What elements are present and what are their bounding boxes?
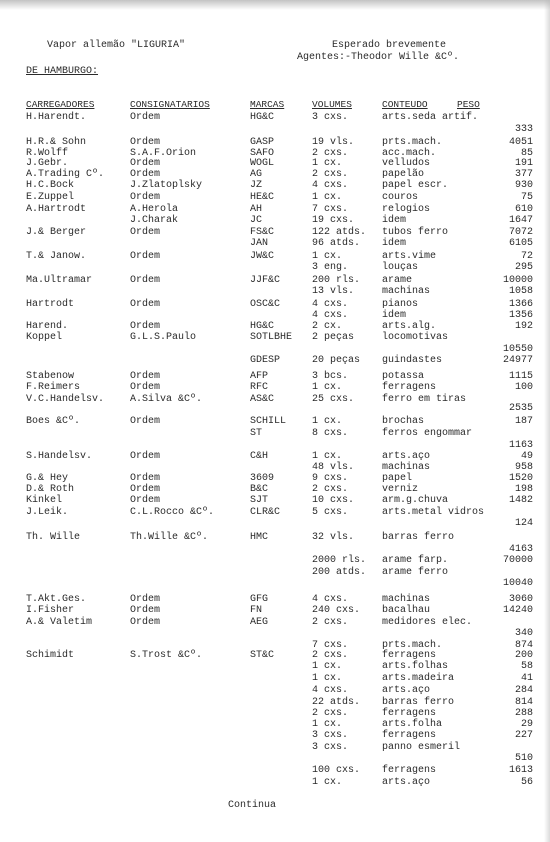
- cell-peso: 510: [514, 753, 533, 764]
- cell-volumes: 2 cxs.: [312, 484, 349, 495]
- column-header-carregadores: CARREGADORES: [26, 99, 95, 110]
- cell-consignatario: Ordem: [130, 371, 161, 382]
- cell-carregador: A.& Valetim: [26, 617, 93, 628]
- cell-marca: SOTLBHE: [250, 332, 293, 343]
- cell-marca: JW&C: [250, 251, 275, 262]
- cell-volumes: 20 peças: [312, 355, 361, 366]
- cell-volumes: 122 atds.: [312, 227, 367, 238]
- agents-note: Agentes:-Theodor Wille &Cº.: [297, 52, 460, 63]
- cell-carregador: J.Gebr.: [26, 158, 69, 169]
- cell-conteudo: barras ferro: [382, 532, 455, 543]
- cell-consignatario: Ordem: [130, 137, 161, 148]
- cell-marca: C&H: [250, 451, 269, 462]
- cell-conteudo: ferragens: [382, 382, 437, 393]
- cell-conteudo: arts.seda artif.: [382, 112, 479, 123]
- cell-carregador: D.& Roth: [26, 484, 75, 495]
- cell-consignatario: Ordem: [130, 251, 161, 262]
- cell-conteudo: relogios: [382, 204, 431, 215]
- cell-conteudo: arame farp.: [382, 555, 449, 566]
- cell-peso: 288: [514, 708, 533, 719]
- port-heading: DE HAMBURGO:: [26, 66, 99, 77]
- cell-peso: 49: [520, 451, 533, 462]
- cell-volumes: 240 cxs.: [312, 605, 361, 616]
- cell-peso: 295: [514, 262, 533, 273]
- cell-consignatario: Ordem: [130, 451, 161, 462]
- cell-conteudo: ferragens: [382, 730, 437, 741]
- cell-marca: SCHILL: [250, 416, 287, 427]
- cell-conteudo: guindastes: [382, 355, 443, 366]
- cell-consignatario: S.A.F.Orion: [130, 148, 197, 159]
- cell-peso: 70000: [502, 555, 533, 566]
- cell-consignatario: C.L.Rocco &Cº.: [130, 507, 215, 518]
- cell-volumes: 1 cx.: [312, 673, 343, 684]
- cell-carregador: R.Wolff: [26, 148, 69, 159]
- cell-marca: GFG: [250, 594, 269, 605]
- cell-conteudo: idem: [382, 310, 407, 321]
- cell-carregador: I.Fisher: [26, 605, 75, 616]
- cell-volumes: 2 cxs.: [312, 617, 349, 628]
- cell-peso: 10040: [502, 578, 533, 589]
- cell-marca: AFP: [250, 371, 269, 382]
- cell-marca: AEG: [250, 617, 269, 628]
- cell-volumes: 1 cx.: [312, 192, 343, 203]
- cell-conteudo: arts.vime: [382, 251, 437, 262]
- cell-marca: AG: [250, 169, 263, 180]
- cell-conteudo: papelão: [382, 169, 425, 180]
- cell-volumes: 4 cxs.: [312, 299, 349, 310]
- cell-conteudo: medidores elec.: [382, 617, 473, 628]
- cell-marca: WOGL: [250, 158, 275, 169]
- cell-peso: 958: [514, 462, 533, 473]
- cell-volumes: 200 rls.: [312, 275, 361, 286]
- cell-peso: 377: [514, 169, 533, 180]
- cell-volumes: 3 cxs.: [312, 730, 349, 741]
- cell-peso: 7072: [508, 227, 533, 238]
- cell-volumes: 1 cx.: [312, 251, 343, 262]
- cell-carregador: Harend.: [26, 321, 69, 332]
- cell-carregador: H.Harendt.: [26, 112, 87, 123]
- cell-carregador: J.Leik.: [26, 507, 69, 518]
- cell-conteudo: arts.alg.: [382, 321, 437, 332]
- cell-volumes: 1 cx.: [312, 158, 343, 169]
- cell-peso: 3060: [508, 594, 533, 605]
- cell-conteudo: velludos: [382, 158, 431, 169]
- cell-volumes: 13 vls.: [312, 286, 355, 297]
- cell-volumes: 100 cxs.: [312, 765, 361, 776]
- cell-carregador: H.R.& Sohn: [26, 137, 87, 148]
- column-header-peso: PESO: [457, 99, 480, 110]
- cell-peso: 1366: [508, 299, 533, 310]
- cell-consignatario: Ordem: [130, 321, 161, 332]
- cell-peso: 41: [520, 673, 533, 684]
- cell-marca: GASP: [250, 137, 275, 148]
- cell-consignatario: Th.Wille &Cº.: [130, 532, 209, 543]
- cell-volumes: 8 cxs.: [312, 428, 349, 439]
- cell-conteudo: arts.metal vidros: [382, 507, 485, 518]
- cell-volumes: 22 atds.: [312, 697, 361, 708]
- cell-conteudo: brochas: [382, 416, 425, 427]
- cell-conteudo: papel escr.: [382, 180, 449, 191]
- cell-peso: 1482: [508, 495, 533, 506]
- cell-volumes: 2 cxs.: [312, 169, 349, 180]
- cell-peso: 1058: [508, 286, 533, 297]
- cell-marca: SAFO: [250, 148, 275, 159]
- cell-volumes: 96 atds.: [312, 238, 361, 249]
- cell-carregador: Stabenow: [26, 371, 75, 382]
- cell-conteudo: pianos: [382, 299, 419, 310]
- cell-peso: 187: [514, 416, 533, 427]
- cell-conteudo: locomotivas: [382, 332, 449, 343]
- expected-note: Esperado brevemente: [332, 40, 447, 51]
- cell-carregador: Ma.Ultramar: [26, 275, 93, 286]
- cell-volumes: 32 vls.: [312, 532, 355, 543]
- cell-peso: 85: [520, 148, 533, 159]
- cell-volumes: 19 vls.: [312, 137, 355, 148]
- cell-peso: 1613: [508, 765, 533, 776]
- cell-peso: 874: [514, 640, 533, 651]
- cell-consignatario: S.Trost &Cº.: [130, 650, 203, 661]
- cell-consignatario: Ordem: [130, 416, 161, 427]
- cell-marca: HMC: [250, 532, 269, 543]
- cell-marca: JC: [250, 215, 263, 226]
- cell-peso: 198: [514, 484, 533, 495]
- cell-volumes: 7 cxs.: [312, 204, 349, 215]
- cell-marca: OSC&C: [250, 299, 281, 310]
- cell-volumes: 2 peças: [312, 332, 355, 343]
- cell-peso: 124: [514, 518, 533, 529]
- cell-conteudo: louças: [382, 262, 419, 273]
- cell-consignatario: A.Herola: [130, 204, 179, 215]
- cell-volumes: 10 cxs.: [312, 495, 355, 506]
- cell-marca: JJF&C: [250, 275, 281, 286]
- cell-conteudo: idem: [382, 215, 407, 226]
- cell-conteudo: barras ferro: [382, 697, 455, 708]
- cell-consignatario: Ordem: [130, 169, 161, 180]
- cell-volumes: 48 vls.: [312, 462, 355, 473]
- scan-top-edge: [0, 0, 550, 10]
- cell-carregador: H.C.Bock: [26, 180, 75, 191]
- cell-peso: 1163: [508, 440, 533, 451]
- cell-peso: 58: [520, 661, 533, 672]
- cell-volumes: 1 cx.: [312, 661, 343, 672]
- cell-marca: CLR&C: [250, 507, 281, 518]
- cell-conteudo: machinas: [382, 462, 431, 473]
- cell-conteudo: ferro em tiras: [382, 394, 467, 405]
- cell-peso: 6105: [508, 238, 533, 249]
- cell-peso: 72: [520, 251, 533, 262]
- cell-peso: 4051: [508, 137, 533, 148]
- cell-volumes: 2000 rls.: [312, 555, 367, 566]
- cell-volumes: 2 cxs.: [312, 650, 349, 661]
- column-header-volumes: VOLUMES: [312, 99, 352, 110]
- cell-conteudo: arame ferro: [382, 567, 449, 578]
- cell-volumes: 3 bcs.: [312, 371, 349, 382]
- cell-carregador: V.C.Handelsv.: [26, 394, 105, 405]
- cell-peso: 10000: [502, 275, 533, 286]
- cell-volumes: 1 cx.: [312, 451, 343, 462]
- cell-consignatario: Ordem: [130, 192, 161, 203]
- cell-conteudo: ferragens: [382, 650, 437, 661]
- cell-consignatario: Ordem: [130, 299, 161, 310]
- cell-consignatario: Ordem: [130, 112, 161, 123]
- cell-volumes: 19 cxs.: [312, 215, 355, 226]
- cell-carregador: F.Reimers: [26, 382, 81, 393]
- cell-consignatario: Ordem: [130, 382, 161, 393]
- cell-conteudo: bacalhau: [382, 605, 431, 616]
- cell-conteudo: arts.aço: [382, 777, 431, 788]
- cell-carregador: A.Hartrodt: [26, 204, 87, 215]
- cell-peso: 930: [514, 180, 533, 191]
- cell-marca: ST&C: [250, 650, 275, 661]
- cell-carregador: E.Zuppel: [26, 192, 75, 203]
- cell-marca: FN: [250, 605, 263, 616]
- cell-conteudo: prts.mach.: [382, 137, 443, 148]
- cell-volumes: 3 cxs.: [312, 742, 349, 753]
- scan-right-edge: [544, 0, 550, 842]
- cell-peso: 191: [514, 158, 533, 169]
- cell-consignatario: Ordem: [130, 605, 161, 616]
- cell-conteudo: panno esmeril: [382, 742, 461, 753]
- cell-volumes: 7 cxs.: [312, 640, 349, 651]
- cell-peso: 29: [520, 719, 533, 730]
- cell-conteudo: arts.madeira: [382, 673, 455, 684]
- cell-conteudo: arm.g.chuva: [382, 495, 449, 506]
- cell-peso: 192: [514, 321, 533, 332]
- cell-conteudo: machinas: [382, 594, 431, 605]
- cell-marca: HG&C: [250, 321, 275, 332]
- cell-carregador: A.Trading Cº.: [26, 169, 105, 180]
- cell-carregador: Hartrodt: [26, 299, 75, 310]
- cell-conteudo: ferros engommar: [382, 428, 473, 439]
- cell-consignatario: Ordem: [130, 227, 161, 238]
- cell-volumes: 2 cx.: [312, 321, 343, 332]
- cell-peso: 227: [514, 730, 533, 741]
- cell-volumes: 1 cx.: [312, 382, 343, 393]
- cell-conteudo: acc.mach.: [382, 148, 437, 159]
- cell-volumes: 2 cxs.: [312, 148, 349, 159]
- cell-peso: 2535: [508, 403, 533, 414]
- cell-peso: 10550: [502, 344, 533, 355]
- cell-consignatario: G.L.S.Paulo: [130, 332, 197, 343]
- vessel-title: Vapor allemão "LIGURIA": [47, 40, 186, 51]
- cell-conteudo: verniz: [382, 484, 419, 495]
- cell-carregador: J.& Berger: [26, 227, 87, 238]
- column-header-conteudo: CONTEUDO: [382, 99, 428, 110]
- column-header-marcas: MARCAS: [250, 99, 285, 110]
- cell-peso: 814: [514, 697, 533, 708]
- cell-peso: 200: [514, 650, 533, 661]
- cell-marca: GDESP: [250, 355, 281, 366]
- cell-conteudo: arame: [382, 275, 413, 286]
- cell-marca: RFC: [250, 382, 269, 393]
- cell-carregador: T.& Janow.: [26, 251, 87, 262]
- cell-peso: 100: [514, 382, 533, 393]
- cell-carregador: Th. Wille: [26, 532, 81, 543]
- cell-peso: 75: [520, 192, 533, 203]
- footer-continua: Continua: [228, 800, 277, 811]
- cell-consignatario: Ordem: [130, 275, 161, 286]
- cell-peso: 1520: [508, 473, 533, 484]
- cell-marca: HG&C: [250, 112, 275, 123]
- cell-peso: 333: [514, 124, 533, 135]
- cell-volumes: 1 cx.: [312, 416, 343, 427]
- cell-consignatario: Ordem: [130, 158, 161, 169]
- cell-consignatario: Ordem: [130, 617, 161, 628]
- cell-conteudo: machinas: [382, 286, 431, 297]
- cell-carregador: Schimidt: [26, 650, 75, 661]
- cell-marca: HE&C: [250, 192, 275, 203]
- cell-marca: B&C: [250, 484, 269, 495]
- cell-marca: ST: [250, 428, 263, 439]
- cell-volumes: 1 cx.: [312, 777, 343, 788]
- cell-carregador: Kinkel: [26, 495, 63, 506]
- cell-conteudo: idem: [382, 238, 407, 249]
- cell-marca: JAN: [250, 238, 269, 249]
- cell-consignatario: Ordem: [130, 594, 161, 605]
- cell-conteudo: ferragens: [382, 708, 437, 719]
- cell-peso: 284: [514, 685, 533, 696]
- cell-volumes: 4 cxs.: [312, 310, 349, 321]
- cell-consignatario: Ordem: [130, 473, 161, 484]
- cell-conteudo: arts.aço: [382, 451, 431, 462]
- cell-volumes: 200 atds.: [312, 567, 367, 578]
- cell-conteudo: arts.aço: [382, 685, 431, 696]
- cell-volumes: 9 cxs.: [312, 473, 349, 484]
- cell-volumes: 3 eng.: [312, 262, 349, 273]
- cell-volumes: 4 cxs.: [312, 685, 349, 696]
- cell-marca: AS&C: [250, 394, 275, 405]
- cell-consignatario: J.Charak: [130, 215, 179, 226]
- cell-conteudo: potassa: [382, 371, 425, 382]
- cell-conteudo: papel: [382, 473, 413, 484]
- cell-peso: 340: [514, 628, 533, 639]
- cell-volumes: 25 cxs.: [312, 394, 355, 405]
- cell-consignatario: J.Zlatoplsky: [130, 180, 203, 191]
- cell-carregador: Boes &Cº.: [26, 416, 81, 427]
- cell-peso: 1356: [508, 310, 533, 321]
- cell-consignatario: Ordem: [130, 495, 161, 506]
- cell-volumes: 3 cxs.: [312, 112, 349, 123]
- cell-peso: 4163: [508, 544, 533, 555]
- cell-marca: AH: [250, 204, 263, 215]
- cell-marca: SJT: [250, 495, 269, 506]
- column-header-consignatarios: CONSIGNATARIOS: [130, 99, 210, 110]
- cell-volumes: 4 cxs.: [312, 180, 349, 191]
- cell-volumes: 4 cxs.: [312, 594, 349, 605]
- cell-peso: 1115: [508, 371, 533, 382]
- cell-volumes: 2 cxs.: [312, 708, 349, 719]
- cell-peso: 1647: [508, 215, 533, 226]
- cell-peso: 610: [514, 204, 533, 215]
- cell-peso: 14240: [502, 605, 533, 616]
- cell-volumes: 5 cxs.: [312, 507, 349, 518]
- cell-consignatario: A.Silva &Cº.: [130, 394, 203, 405]
- cell-carregador: Koppel: [26, 332, 63, 343]
- cell-conteudo: tubos ferro: [382, 227, 449, 238]
- cell-conteudo: arts.folhas: [382, 661, 449, 672]
- cell-peso: 24977: [502, 355, 533, 366]
- cell-marca: 3609: [250, 473, 275, 484]
- cell-carregador: T.Akt.Ges.: [26, 594, 87, 605]
- cell-conteudo: prts.mach.: [382, 640, 443, 651]
- cell-peso: 56: [520, 777, 533, 788]
- cell-conteudo: couros: [382, 192, 419, 203]
- cell-consignatario: Ordem: [130, 484, 161, 495]
- cell-carregador: G.& Hey: [26, 473, 69, 484]
- cell-marca: JZ: [250, 180, 263, 191]
- cell-conteudo: ferragens: [382, 765, 437, 776]
- cell-volumes: 1 cx.: [312, 719, 343, 730]
- cell-carregador: S.Handelsv.: [26, 451, 93, 462]
- cell-conteudo: arts.folha: [382, 719, 443, 730]
- cell-marca: FS&C: [250, 227, 275, 238]
